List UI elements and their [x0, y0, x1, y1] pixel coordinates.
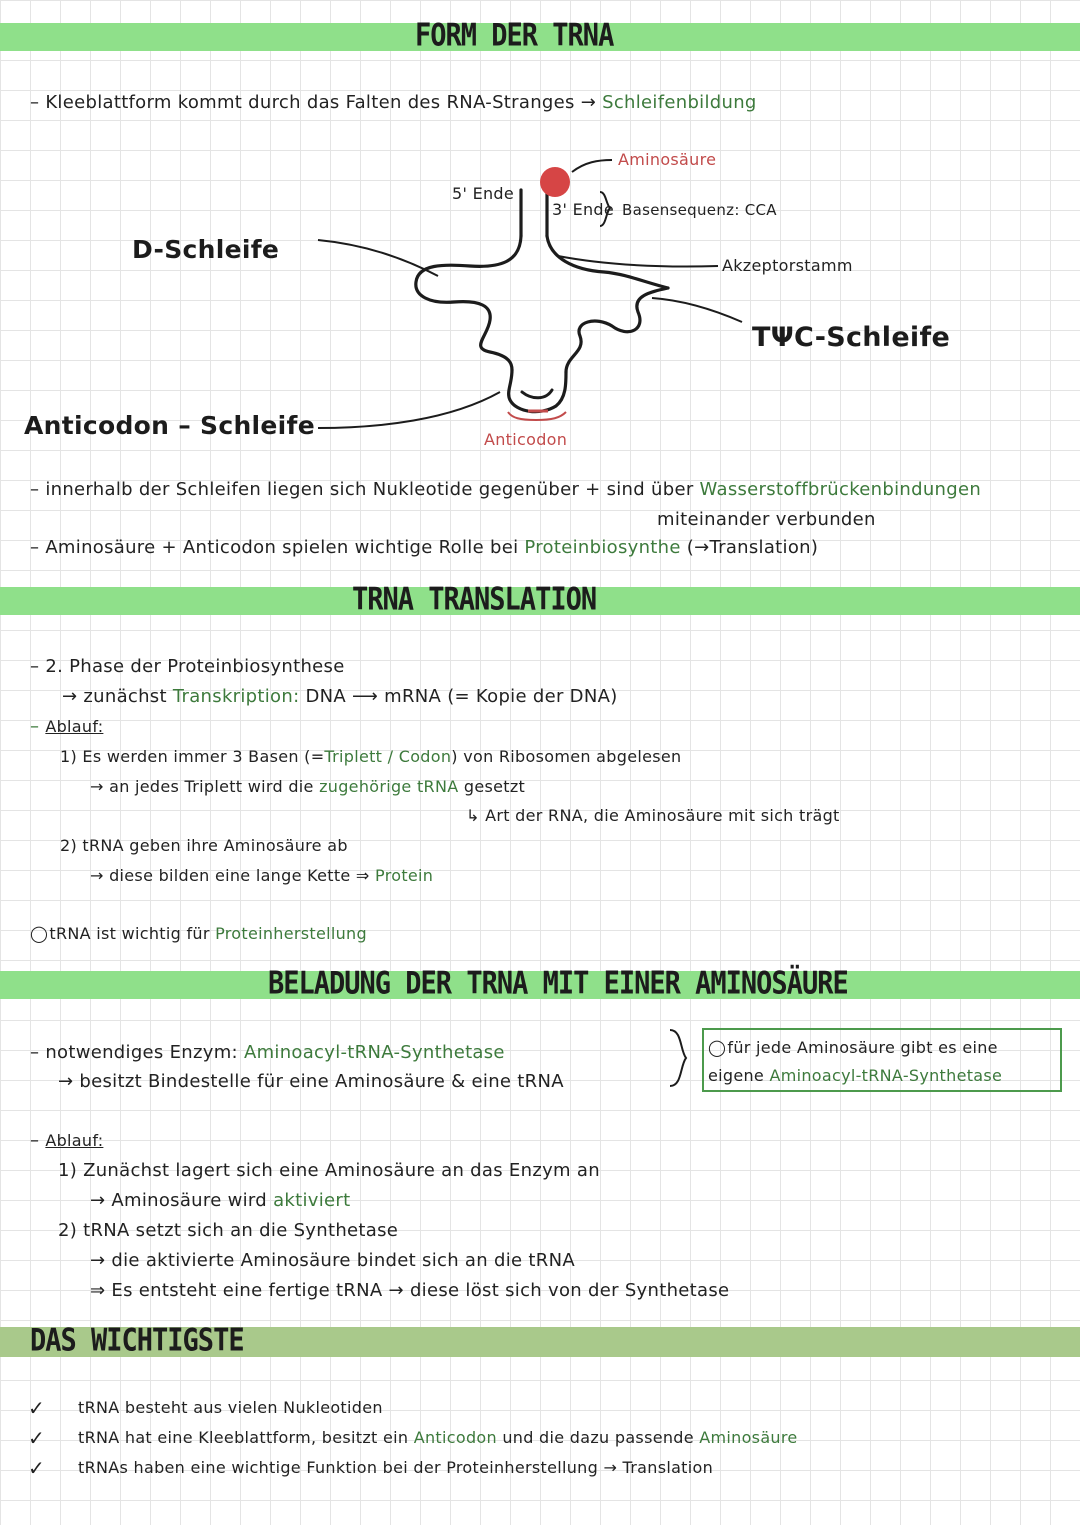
text-line: – notwendiges Enzym: Aminoacyl-tRNA-Synthetase — [30, 1042, 505, 1063]
text-line: 1) Es werden immer 3 Basen (=Triplett / Codon) von Ribosomen abgelesen — [60, 747, 682, 766]
text-line: 2) tRNA setzt sich an die Synthetase — [58, 1220, 399, 1241]
d-loop-strand — [416, 236, 521, 370]
label-d-schleife: D-Schleife — [132, 235, 280, 264]
info-box-line: eigene Aminoacyl-tRNA-Synthetase — [708, 1066, 1003, 1085]
anticodon-schleife-pointer-line — [318, 392, 500, 428]
info-box-line: ◯ für jede Aminosäure gibt es eine — [708, 1038, 998, 1057]
section-title-form: FORM DER TRNA — [415, 17, 614, 54]
checkmark-icon: ✓ — [28, 1396, 45, 1420]
text-line: ◯ tRNA ist wichtig für Proteinherstellung — [30, 924, 367, 943]
label-5prime-ende: 5' Ende — [452, 184, 515, 203]
text-line: → die aktivierte Aminosäure bindet sich an die tRNA — [90, 1250, 575, 1271]
text-line: – Kleeblattform kommt durch das Falten des RNA-Stranges → Schleifenbildung — [30, 92, 757, 113]
text-line: → Aminosäure wird aktiviert — [90, 1190, 351, 1211]
text-line: – innerhalb der Schleifen liegen sich Nukleotide gegenüber + sind über Wasserstoffbrückenbindungen — [30, 479, 982, 500]
d-schleife-pointer-line — [318, 240, 438, 276]
checkmark-icon: ✓ — [28, 1426, 45, 1450]
label-akzeptorstamm: Akzeptorstamm — [722, 256, 853, 275]
section-title-translation: TRNA TRANSLATION — [352, 581, 597, 618]
checkmark-icon: ✓ — [28, 1456, 45, 1480]
summary-point: tRNAs haben eine wichtige Funktion bei der Proteinherstellung → Translation — [78, 1458, 714, 1477]
section-title-wichtig: DAS WICHTIGSTE — [30, 1322, 244, 1359]
text-line: → an jedes Triplett wird die zugehörige tRNA gesetzt — [90, 777, 526, 796]
text-line: – Ablauf: — [30, 716, 104, 737]
section-title-beladung: BELADUNG DER TRNA MIT EINER AMINOSÄURE — [268, 965, 848, 1002]
text-line: → zunächst Transkription: DNA ⟶ mRNA (= Kopie der DNA) — [62, 686, 618, 707]
label-anticodon-schleife: Anticodon – Schleife — [24, 411, 315, 440]
akzeptor-pointer-line — [558, 256, 718, 267]
text-line: 1) Zunächst lagert sich eine Aminosäure an das Enzym an — [58, 1160, 600, 1181]
text-line: ⇒ Es entsteht eine fertige tRNA → diese löst sich von der Synthetase — [90, 1280, 730, 1301]
label-tyc-schleife: TΨC-Schleife — [752, 322, 951, 353]
anticodon-loop-strand — [509, 370, 566, 412]
text-line: – 2. Phase der Proteinbiosynthese — [30, 656, 345, 677]
tyc-pointer-line — [652, 298, 742, 322]
anticodon-inner-arc — [522, 390, 552, 398]
lightbulb-icon: ◯ — [30, 924, 49, 943]
text-line: ↳ Art der RNA, die Aminosäure mit sich trägt — [466, 806, 840, 825]
text-line: → besitzt Bindestelle für eine Aminosäure & eine tRNA — [58, 1071, 564, 1092]
label-3prime-ende: 3' Ende — [552, 200, 615, 219]
summary-point: tRNA hat eine Kleeblattform, besitzt ein Anticodon und die dazu passende Aminosäure — [78, 1428, 798, 1447]
label-basensequenz: Basensequenz: CCA — [622, 201, 777, 219]
text-line: miteinander verbunden — [657, 509, 876, 530]
text-line: 2) tRNA geben ihre Aminosäure ab — [60, 836, 348, 855]
aminosaeure-pointer-line — [572, 160, 612, 172]
amino-acid-dot — [540, 167, 570, 197]
tyc-loop-strand — [566, 288, 668, 372]
lightbulb-icon: ◯ — [708, 1038, 727, 1057]
summary-point: tRNA besteht aus vielen Nukleotiden — [78, 1398, 383, 1417]
text-line: – Aminosäure + Anticodon spielen wichtige Rolle bei Proteinbiosynthe (→Translation) — [30, 537, 819, 558]
label-aminosaeure: Aminosäure — [618, 150, 717, 169]
text-line: – Ablauf: — [30, 1130, 104, 1151]
text-line: → diese bilden eine lange Kette ⇒ Protein — [90, 866, 434, 885]
label-anticodon: Anticodon — [484, 430, 568, 449]
